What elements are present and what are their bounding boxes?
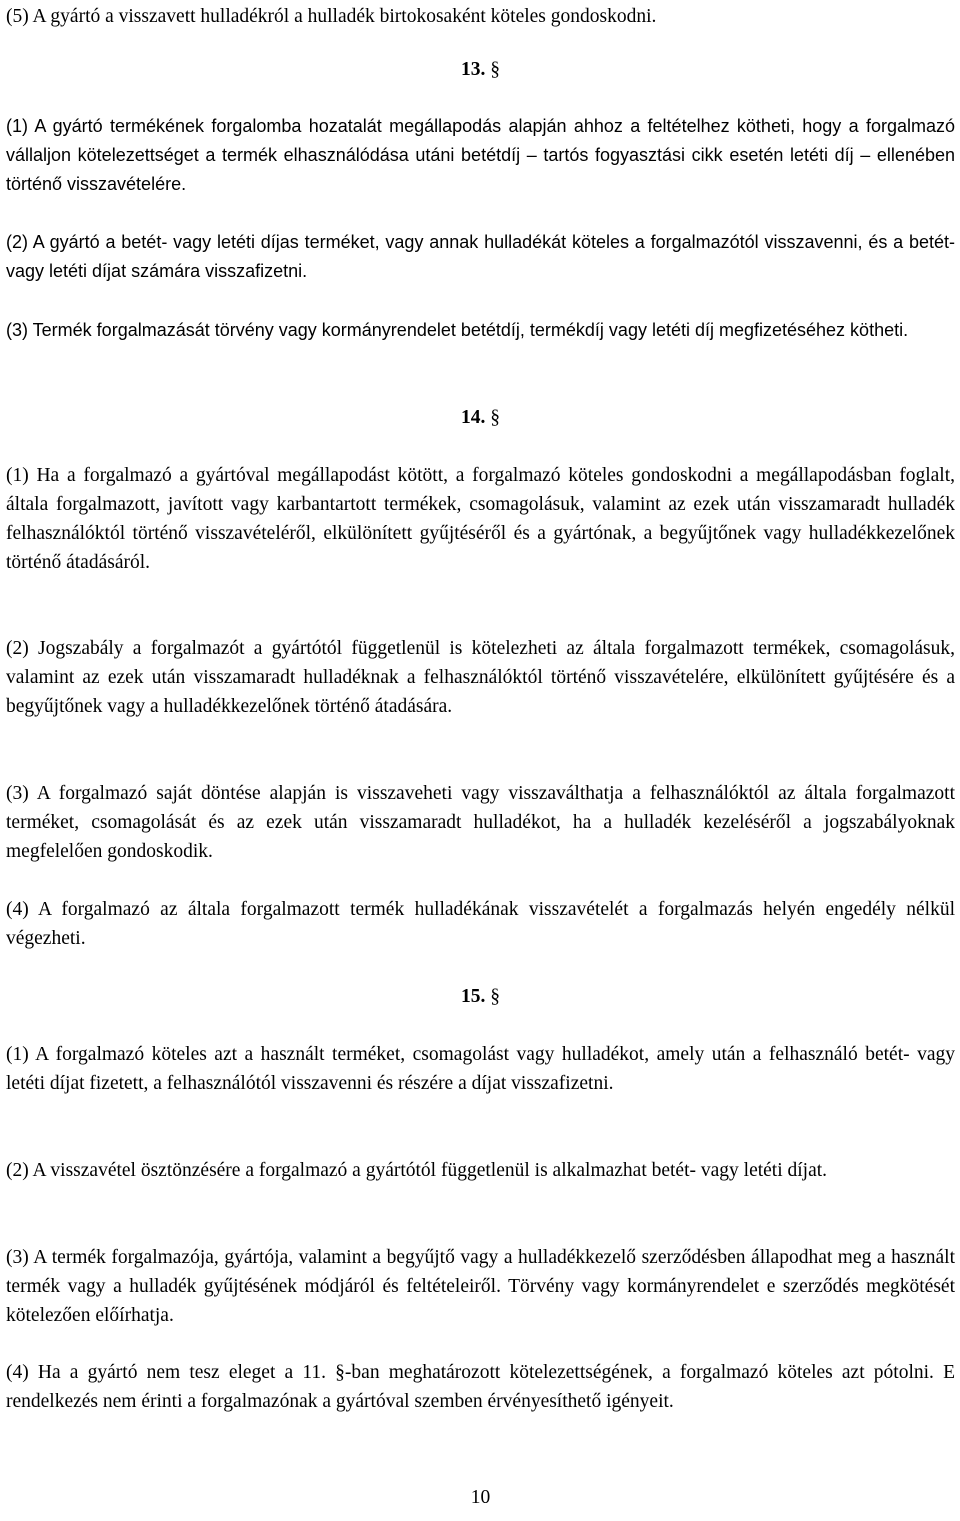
paragraph-15-2: (2) A visszavétel ösztönzésére a forgalmazó a gyártótól függetlenül is alkalmazhat betét- vagy letéti díjat. — [6, 1160, 828, 1181]
paragraph-13-3: (3) Termék forgalmazását törvény vagy kormányrendelet betétdíj, termékdíj vagy letéti díj megfizetéséhez kötheti. — [6, 320, 909, 340]
paragraph-14-2: (2) Jogszabály a forgalmazót a gyártótól függetlenül is kötelezheti az általa forgalmazott termékek, csomagolásuk, valamint az ezek után visszamaradt hulladéknak a felhasználóktól történő visszavételére, elkülönített gyűjtésére és a begyűjtőnek vagy a hulladékkezelőnek történő átadására. — [6, 638, 955, 717]
paragraph-12-5: (5) A gyártó a visszavett hulladékról a hulladék birtokosaként köteles gondoskodni. — [6, 6, 657, 27]
paragraph-14-4: (4) A forgalmazó az általa forgalmazott termék hulladékának visszavételét a forgalmazás helyén engedély nélkül végezheti. — [6, 899, 955, 949]
paragraph-15-1: (1) A forgalmazó köteles azt a használt terméket, csomagolást vagy hulladékot, amely után a felhasználó betét- vagy letéti díjat fizetett, a felhasználótól visszavenni és részére a díjat visszafizetni. — [6, 1044, 955, 1094]
section-heading-14 — [6, 403, 955, 432]
section-number: 14. — [461, 407, 486, 428]
paragraph-15-4: (4) Ha a gyártó nem tesz eleget a 11. §-ban meghatározott kötelezettségének, a forgalmazó köteles azt pótolni. E rendelkezés nem érinti a forgalmazónak a gyártóval szemben érvényesíthető igényeit. — [6, 1362, 955, 1412]
page-number: 10 — [470, 1487, 491, 1508]
paragraph-13-1: (1) A gyártó termékének forgalomba hozatalát megállapodás alapján ahhoz a feltételhez kötheti, hogy a forgalmazó vállaljon kötelezettséget a termék elhasználódása utáni betétdíj – tartós fogyasztási cikk esetén letéti díj – ellenében történő visszavételére. — [6, 116, 955, 194]
section-number: 15. — [461, 986, 486, 1007]
section-sign: § — [490, 986, 500, 1007]
paragraph-15-3: (3) A termék forgalmazója, gyártója, valamint a begyűjtő vagy a hulladékkezelő szerződésben állapodhat meg a használt termék vagy a hulladék gyűjtésének módjáról és feltételeiről. Törvény vagy kormányrendelet e szerződés megkötését kötelezően előírhatja. — [6, 1247, 955, 1326]
paragraph-14-3: (3) A forgalmazó saját döntése alapján is visszaveheti vagy visszaválthatja a felhasználóktól az általa forgalmazott terméket, csomagolását és az ezek után visszamaradt hulladékot, ha a hulladék kezeléséről a jogszabályoknak megfelelően gondoskodik. — [6, 783, 955, 862]
paragraph-13-2: (2) A gyártó a betét- vagy letéti díjas terméket, vagy annak hulladékát köteles a forgalmazótól visszavenni, és a betét- vagy letéti díjat számára visszafizetni. — [6, 232, 955, 281]
section-number: 13. — [461, 59, 486, 80]
section-sign: § — [490, 407, 500, 428]
section-heading-15 — [6, 982, 955, 1011]
document-page — [6, 0, 955, 1521]
section-sign: § — [490, 59, 500, 80]
paragraph-14-1: (1) Ha a forgalmazó a gyártóval megállapodást kötött, a forgalmazó köteles gondoskodni a megállapodásban foglalt, általa forgalmazott, javított vagy karbantartott termékek, csomagolásuk, valamint az ezek után visszamaradt hulladék felhasználóktól történő visszavételéről, elkülönített gyűjtéséről és a gyártónak, a begyűjtőnek vagy hulladékkezelőnek történő átadásáról. — [6, 465, 955, 573]
section-heading-13 — [6, 55, 955, 84]
